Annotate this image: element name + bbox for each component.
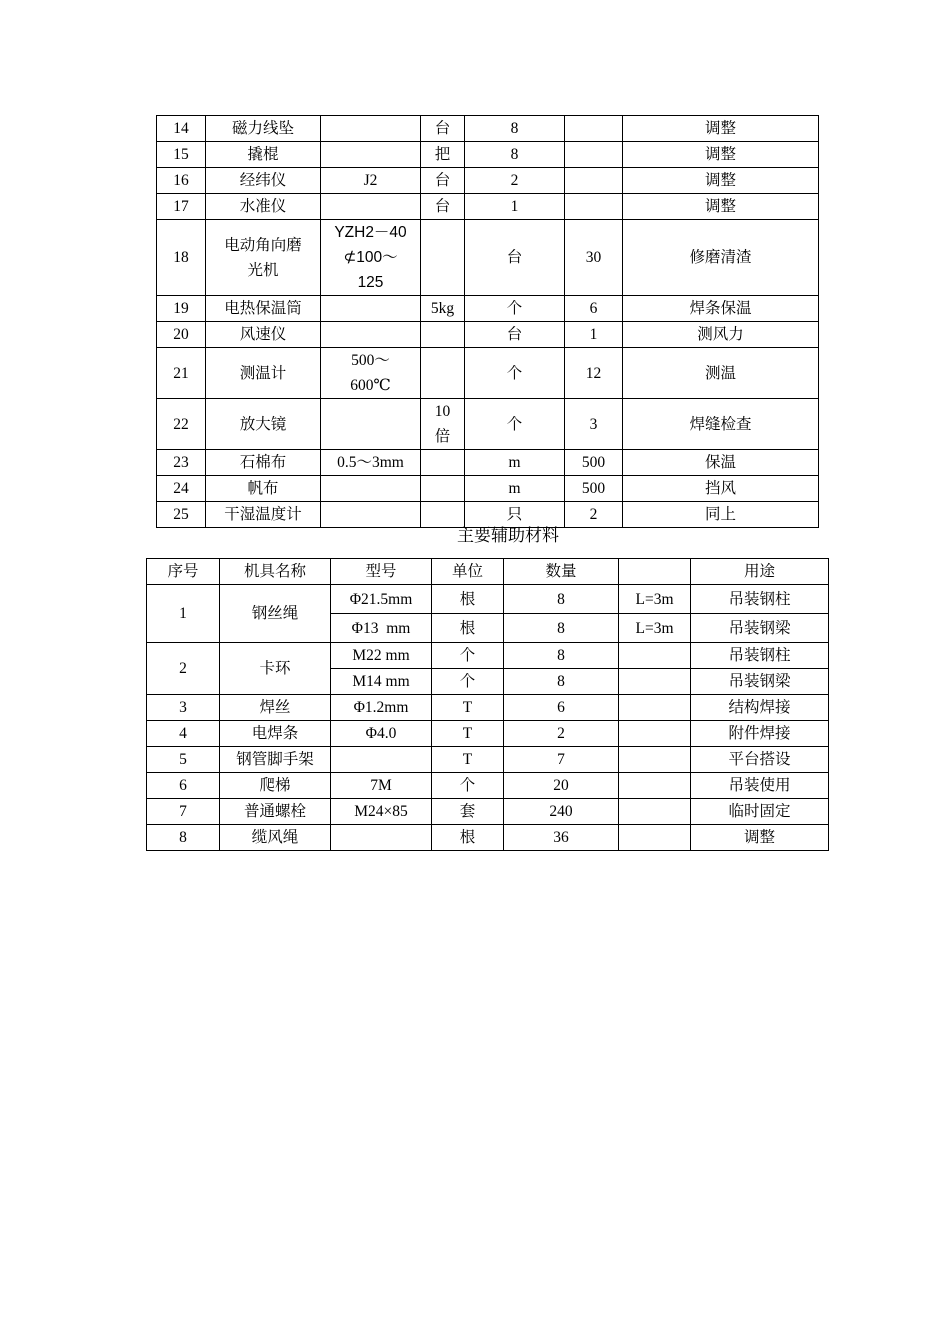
cell-no: 6: [147, 773, 220, 799]
header-extra: [619, 559, 691, 585]
cell-extra: [565, 168, 623, 194]
table-row: [157, 450, 819, 476]
cell-no: 7: [147, 799, 220, 825]
cell-extra: 500: [565, 450, 623, 476]
cell-no: 8: [147, 825, 220, 851]
cell-no: 19: [157, 296, 206, 322]
cell-unit: 台: [421, 116, 465, 142]
cell-no: 16: [157, 168, 206, 194]
cell-model: M24×85: [331, 799, 432, 825]
cell-qty: m: [465, 450, 565, 476]
cell-use: 焊条保温: [623, 296, 819, 322]
cell-name: 风速仪: [206, 322, 321, 348]
cell-qty: 240: [504, 799, 619, 825]
cell-model: 7M: [331, 773, 432, 799]
cell-use: 吊装钢柱: [691, 585, 829, 614]
cell-model: [321, 476, 421, 502]
cell-no: 21: [157, 348, 206, 399]
cell-model-line1: YZH2－40: [334, 224, 407, 241]
cell-unit: [421, 322, 465, 348]
table-row: [147, 825, 829, 851]
cell-extra: [619, 695, 691, 721]
cell-model: [321, 220, 421, 296]
cell-model: [321, 194, 421, 220]
cell-name: 爬梯: [220, 773, 331, 799]
cell-use: 测风力: [623, 322, 819, 348]
section-caption: 主要辅助材料: [457, 526, 559, 545]
cell-use: 焊缝检查: [623, 399, 819, 450]
cell-name: 干湿温度计: [206, 502, 321, 528]
cell-extra: [565, 194, 623, 220]
cell-qty: 8: [465, 116, 565, 142]
cell-name: 焊丝: [220, 695, 331, 721]
table-row: [147, 773, 829, 799]
table-row: [157, 296, 819, 322]
cell-qty: 台: [465, 322, 565, 348]
cell-qty: 8: [504, 585, 619, 614]
cell-qty: 8: [504, 669, 619, 695]
cell-model: Φ21.5mm: [331, 585, 432, 614]
cell-model: [321, 296, 421, 322]
cell-extra: L=3m: [619, 614, 691, 643]
cell-qty: 8: [504, 643, 619, 669]
cell-no: 24: [157, 476, 206, 502]
cell-qty: 2: [504, 721, 619, 747]
cell-unit: 台: [421, 168, 465, 194]
tool-list-table: [156, 115, 819, 528]
cell-use: 保温: [623, 450, 819, 476]
header-model: 型号: [331, 559, 432, 585]
cell-no: 25: [157, 502, 206, 528]
cell-unit: 个: [432, 643, 504, 669]
table-row: [157, 399, 819, 450]
cell-use: 吊装使用: [691, 773, 829, 799]
cell-name: 磁力线坠: [206, 116, 321, 142]
cell-name: 钢管脚手架: [220, 747, 331, 773]
cell-unit: [421, 220, 465, 296]
cell-name: 撬棍: [206, 142, 321, 168]
cell-qty: 6: [504, 695, 619, 721]
cell-model: [331, 825, 432, 851]
cell-model: Φ13 mm: [331, 614, 432, 643]
cell-qty: 8: [504, 614, 619, 643]
header-no: 序号: [147, 559, 220, 585]
cell-name: 卡环: [220, 643, 331, 695]
cell-name-line1: 电动角向磨: [224, 236, 302, 254]
header-use: 用途: [691, 559, 829, 585]
cell-use: 吊装钢柱: [691, 643, 829, 669]
table-row: [157, 116, 819, 142]
cell-extra: [619, 773, 691, 799]
cell-extra: 3: [565, 399, 623, 450]
header-name: 机具名称: [220, 559, 331, 585]
cell-model: M22 mm: [331, 643, 432, 669]
table-row: [157, 194, 819, 220]
cell-name: 经纬仪: [206, 168, 321, 194]
cell-unit: 个: [432, 773, 504, 799]
cell-use: 同上: [623, 502, 819, 528]
cell-name: 石棉布: [206, 450, 321, 476]
cell-unit: 5kg: [421, 296, 465, 322]
cell-model: [321, 142, 421, 168]
cell-unit: 根: [432, 585, 504, 614]
table-row: [157, 502, 819, 528]
cell-unit: [421, 502, 465, 528]
cell-qty: 36: [504, 825, 619, 851]
cell-unit: 把: [421, 142, 465, 168]
table-row: [147, 747, 829, 773]
cell-name: 普通螺栓: [220, 799, 331, 825]
cell-extra: [619, 669, 691, 695]
cell-extra: L=3m: [619, 585, 691, 614]
cell-no: 4: [147, 721, 220, 747]
cell-qty: 1: [465, 194, 565, 220]
header-unit: 单位: [432, 559, 504, 585]
cell-name: 水准仪: [206, 194, 321, 220]
cell-qty: 2: [465, 168, 565, 194]
cell-model: [321, 322, 421, 348]
cell-name: 电焊条: [220, 721, 331, 747]
cell-qty: 个: [465, 296, 565, 322]
table-row: [147, 643, 829, 669]
table-row: [157, 168, 819, 194]
cell-extra: [565, 142, 623, 168]
cell-qty: 7: [504, 747, 619, 773]
cell-no: 23: [157, 450, 206, 476]
cell-use: 结构焊接: [691, 695, 829, 721]
cell-extra: 6: [565, 296, 623, 322]
cell-no: 14: [157, 116, 206, 142]
cell-no: 1: [147, 585, 220, 643]
cell-use: 修磨清渣: [623, 220, 819, 296]
cell-model: [321, 502, 421, 528]
cell-use: 调整: [623, 168, 819, 194]
table-row: [147, 695, 829, 721]
table-row: [157, 476, 819, 502]
cell-unit: T: [432, 747, 504, 773]
cell-unit: [421, 399, 465, 450]
cell-extra: 30: [565, 220, 623, 296]
cell-extra: 1: [565, 322, 623, 348]
cell-model-line3: 125: [357, 274, 384, 291]
cell-extra: [619, 643, 691, 669]
cell-name: 帆布: [206, 476, 321, 502]
cell-qty: 8: [465, 142, 565, 168]
cell-qty: 个: [465, 348, 565, 399]
cell-use: 吊装钢梁: [691, 614, 829, 643]
cell-model-line2: 600℃: [350, 377, 391, 394]
table-row: [157, 348, 819, 399]
cell-qty: 个: [465, 399, 565, 450]
header-qty: 数量: [504, 559, 619, 585]
cell-unit: T: [432, 695, 504, 721]
cell-model: [331, 747, 432, 773]
cell-use: 平台搭设: [691, 747, 829, 773]
cell-name-line2: 光机: [247, 261, 279, 279]
cell-unit: 套: [432, 799, 504, 825]
cell-model-line1: 500～: [351, 352, 390, 369]
cell-model: [321, 116, 421, 142]
cell-unit-line1: 10: [434, 403, 451, 420]
table-row: [147, 585, 829, 614]
cell-use: 调整: [623, 194, 819, 220]
cell-extra: [619, 721, 691, 747]
cell-no: 15: [157, 142, 206, 168]
cell-model: [321, 348, 421, 399]
cell-use: 调整: [623, 116, 819, 142]
cell-model-line2: ⊄100～: [343, 249, 398, 266]
cell-unit: [421, 450, 465, 476]
cell-qty: 台: [465, 220, 565, 296]
cell-unit: T: [432, 721, 504, 747]
cell-model: [321, 399, 421, 450]
cell-unit: 根: [432, 825, 504, 851]
cell-model: Φ1.2mm: [331, 695, 432, 721]
cell-name: [206, 220, 321, 296]
cell-unit: 个: [432, 669, 504, 695]
cell-qty: m: [465, 476, 565, 502]
cell-no: 5: [147, 747, 220, 773]
cell-model: 0.5～3mm: [321, 450, 421, 476]
cell-no: 20: [157, 322, 206, 348]
cell-no: 18: [157, 220, 206, 296]
cell-no: 17: [157, 194, 206, 220]
auxiliary-materials-table: [146, 558, 829, 851]
cell-use: 临时固定: [691, 799, 829, 825]
cell-model: M14 mm: [331, 669, 432, 695]
cell-extra: 500: [565, 476, 623, 502]
cell-model: J2: [321, 168, 421, 194]
cell-unit: 根: [432, 614, 504, 643]
cell-extra: 2: [565, 502, 623, 528]
cell-qty: 只: [465, 502, 565, 528]
cell-no: 2: [147, 643, 220, 695]
cell-unit-line2: 倍: [434, 428, 451, 445]
cell-no: 3: [147, 695, 220, 721]
cell-extra: [619, 825, 691, 851]
cell-use: 调整: [691, 825, 829, 851]
table-row: [147, 721, 829, 747]
cell-unit: [421, 476, 465, 502]
cell-no: 22: [157, 399, 206, 450]
table-header-row: [147, 559, 829, 585]
cell-unit: [421, 348, 465, 399]
cell-use: 挡风: [623, 476, 819, 502]
cell-use: 吊装钢梁: [691, 669, 829, 695]
cell-model: Φ4.0: [331, 721, 432, 747]
cell-name: 测温计: [206, 348, 321, 399]
cell-unit: 台: [421, 194, 465, 220]
table-row: [157, 322, 819, 348]
cell-name: 电热保温筒: [206, 296, 321, 322]
cell-qty: 20: [504, 773, 619, 799]
table-row: [147, 799, 829, 825]
table-row: [157, 142, 819, 168]
cell-name: 放大镜: [206, 399, 321, 450]
cell-use: 测温: [623, 348, 819, 399]
cell-name: 钢丝绳: [220, 585, 331, 643]
table-row: [157, 220, 819, 296]
cell-extra: 12: [565, 348, 623, 399]
cell-name: 缆风绳: [220, 825, 331, 851]
cell-extra: [565, 116, 623, 142]
cell-use: 附件焊接: [691, 721, 829, 747]
cell-extra: [619, 747, 691, 773]
cell-extra: [619, 799, 691, 825]
cell-use: 调整: [623, 142, 819, 168]
